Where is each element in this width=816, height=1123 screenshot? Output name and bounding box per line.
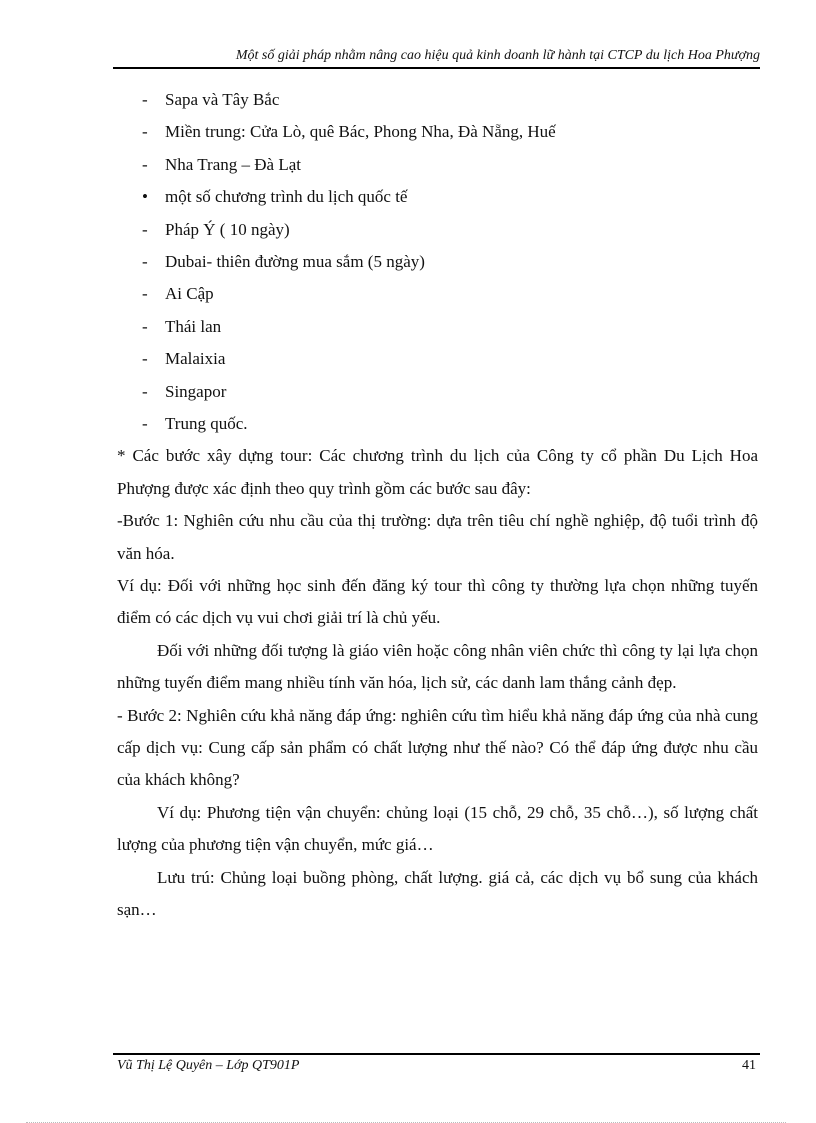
list-item <box>117 84 758 116</box>
paragraph-step-1: -Bước 1: Nghiên cứu nhu cầu của thị trường: dựa trên tiêu chí nghề nghiệp, độ tuổi trình độ văn hóa. <box>117 511 758 563</box>
dash-marker: - <box>142 154 148 174</box>
list-item <box>117 149 758 181</box>
list-item-text: Sapa và Tây Bắc <box>165 90 280 109</box>
list-item <box>117 246 758 278</box>
page-number: 41 <box>742 1058 756 1073</box>
list-item <box>117 181 758 213</box>
list-item-text: Singapor <box>165 381 227 401</box>
list-item <box>117 311 758 343</box>
paragraph-tour-steps: * Các bước xây dựng tour: Các chương trình du lịch của Công ty cổ phần Du Lịch Hoa Phượng được xác định theo quy trình gồm các bước sau đây: <box>117 446 758 498</box>
paragraph-example-teachers: Đối với những đối tượng là giáo viên hoặc công nhân viên chức thì công ty lại lựa chọn những tuyến điểm mang nhiều tính văn hóa, lịch sử, các danh lam thắng cảnh đẹp. <box>117 640 758 693</box>
dash-marker: - <box>142 284 148 304</box>
dash-marker: - <box>142 219 148 239</box>
paragraph-example-students: Ví dụ: Đối với những học sinh đến đăng ký tour thì công ty thường lựa chọn những tuyến điểm có các dịch vụ vui chơi giải trí là chủ yếu. <box>117 575 758 628</box>
list-item <box>117 343 758 375</box>
list-item <box>117 214 758 246</box>
dash-marker: - <box>142 413 148 433</box>
paragraph-step-2: - Bước 2: Nghiên cứu khả năng đáp ứng: nghiên cứu tìm hiểu khả năng đáp ứng của nhà cung cấp dịch vụ: Cung cấp sản phẩm có chất lượng như thế nào? Có thể đáp ứng được nhu cầu của khách không? <box>117 705 758 790</box>
paragraph-accommodation: Lưu trú: Chủng loại buồng phòng, chất lượng. giá cả, các dịch vụ bổ sung của khách sạn… <box>117 867 758 919</box>
page-header: Một số giải pháp nhằm nâng cao hiệu quả kinh doanh lữ hành tại CTCP du lịch Hoa Phượng <box>113 48 760 69</box>
list-item-text: Miền trung: Cửa Lò, quê Bác, Phong Nha, Đà Nẵng, Huế <box>165 122 556 142</box>
document-body <box>117 84 758 926</box>
list-item-text: Thái lan <box>165 316 222 336</box>
list-item-text: Malaixia <box>165 349 226 369</box>
dash-marker: - <box>142 349 148 369</box>
list-item-text: Nha Trang – Đà Lạt <box>165 154 301 174</box>
paragraph-example-transport: Ví dụ: Phương tiện vận chuyển: chủng loại (15 chỗ, 29 chỗ, 35 chỗ…), số lượng chất lượng của phương tiện vận chuyển, mức giá… <box>117 802 758 855</box>
list-item <box>117 376 758 408</box>
list-item-text: Trung quốc. <box>165 413 248 433</box>
dash-marker: - <box>142 251 148 271</box>
dash-marker: - <box>142 381 148 401</box>
footer-author: Vũ Thị Lệ Quyên – Lớp QT901P <box>117 1058 300 1073</box>
dash-marker: - <box>142 90 148 109</box>
list-item <box>117 408 758 440</box>
footer-divider <box>113 1053 760 1055</box>
list-item-text: Pháp Ý ( 10 ngày) <box>165 219 290 239</box>
list-item <box>117 116 758 148</box>
bullet-icon: • <box>142 187 148 207</box>
list-item-text: Dubai- thiên đường mua sắm (5 ngày) <box>165 251 425 271</box>
list-item-text: một số chương trình du lịch quốc tế <box>165 187 408 207</box>
dash-marker: - <box>142 122 148 142</box>
list-item <box>117 278 758 310</box>
dash-marker: - <box>142 316 148 336</box>
list-item-text: Ai Cập <box>165 284 214 304</box>
